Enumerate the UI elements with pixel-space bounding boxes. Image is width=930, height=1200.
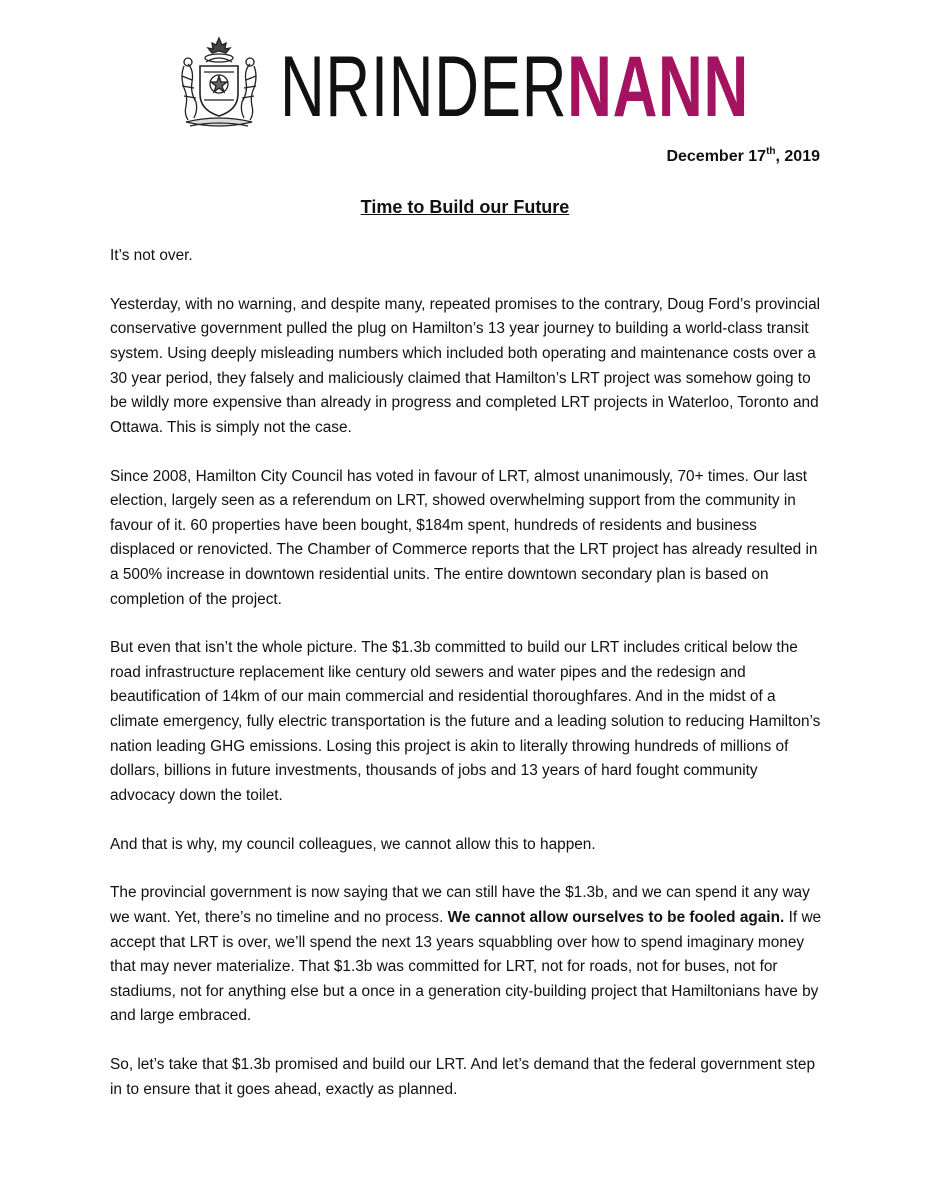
name-wordmark: [280, 39, 749, 135]
coat-of-arms-logo: [176, 36, 262, 130]
letterhead: [176, 36, 776, 135]
date-year: , 2019: [775, 148, 820, 165]
letter-title: Time to Build our Future: [360, 197, 570, 217]
letter-body: [110, 244, 824, 1127]
emphasis-text: We cannot allow ourselves to be fooled again.: [447, 909, 785, 926]
letter-date: [666, 148, 820, 166]
paragraph: Yesterday, with no warning, and despite many, repeated promises to the contrary, Doug Ford’s provincial conservative government pulled the plug on Hamilton’s 13 year journey to building a world-class transit system. Using deeply misleading numbers which included both operating and maintenance costs over a 30 year period, they falsely and maliciously claimed that Hamilton’s LRT project was somehow going to be wildly more expensive than already in progress and completed LRT projects in Waterloo, Toronto and Ottawa. This is simply not the case.: [110, 295, 821, 436]
wordmark-last-name: NANN: [567, 39, 749, 135]
date-ordinal: th: [766, 146, 776, 157]
paragraph: [110, 881, 824, 1029]
paragraph: Since 2008, Hamilton City Council has voted in favour of LRT, almost unanimously, 70+ times. Our last election, largely seen as a referendum on LRT, showed overwhelming support from the community in favour of it. 60 properties have been bought, $184m spent, hundreds of residents and business displaced or renovicted. The Chamber of Commerce reports that the LRT project has already resulted in a 500% increase in downtown residential units. The entire downtown secondary plan is based on completion of the project.: [110, 467, 818, 608]
paragraph-text: If we accept that LRT is over, we’ll spend the next 13 years squabbling over how to spend imaginary money that may never materialize. That $1.3b was committed for LRT, not for roads, not for buses, not for stadiums, not for anything else but a once in a generation city-building project that Hamiltonians have by and large embraced.: [110, 909, 822, 1025]
date-month-day: December 17: [666, 148, 767, 165]
paragraph-text: The provincial government is now saying that we can still have the $1.3b, and we can spend it any way we want. Yet, there’s no timeline and no process.: [110, 884, 810, 926]
paragraph: It’s not over.: [110, 247, 193, 264]
paragraph: So, let’s take that $1.3b promised and build our LRT. And let’s demand that the federal government step in to ensure that it goes ahead, exactly as planned.: [110, 1056, 815, 1098]
paragraph: And that is why, my council colleagues, we cannot allow this to happen.: [110, 835, 596, 853]
wordmark-first-name: NRINDER: [280, 39, 568, 135]
paragraph: But even that isn’t the whole picture. The $1.3b committed to build our LRT includes critical below the road infrastructure replacement like century old sewers and water pipes and the redesign and beautification of 14km of our main commercial and residential thoroughfares. And in the midst of a climate emergency, fully electric transportation is the future and a leading solution to reducing Hamilton’s nation leading GHG emissions. Losing this project is akin to literally throwing hundreds of millions of dollars, billions in future investments, thousands of jobs and 13 years of hard fought community advocacy down the toilet.: [110, 639, 821, 804]
